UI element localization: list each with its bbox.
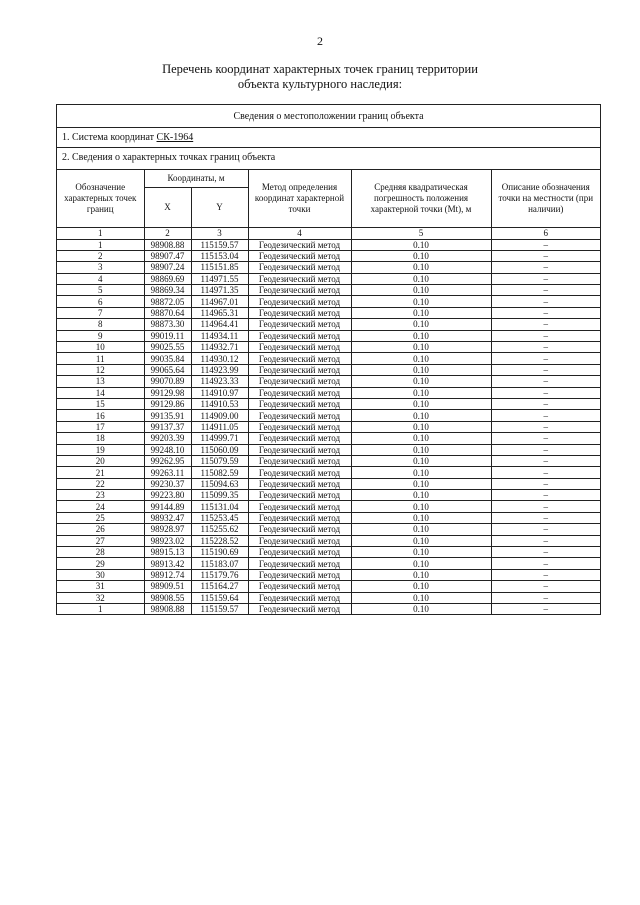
table-row — [57, 535, 600, 546]
x-coordinate: 99070.89 — [144, 376, 191, 387]
description: – — [491, 444, 600, 455]
method: Геодезический метод — [248, 444, 351, 455]
header-description: Описание обозначения точки на местности (при наличии) — [491, 170, 600, 227]
point-id: 26 — [57, 524, 144, 535]
description: – — [491, 319, 600, 330]
point-id: 10 — [57, 342, 144, 353]
point-id: 24 — [57, 501, 144, 512]
method: Геодезический метод — [248, 501, 351, 512]
table-row — [57, 262, 600, 273]
x-coordinate: 99129.86 — [144, 398, 191, 409]
table-row — [57, 467, 600, 478]
description: – — [491, 558, 600, 569]
description: – — [491, 524, 600, 535]
y-coordinate: 114964.41 — [191, 319, 248, 330]
x-coordinate: 98923.02 — [144, 535, 191, 546]
x-coordinate: 99129.98 — [144, 387, 191, 398]
point-id: 30 — [57, 569, 144, 580]
description: – — [491, 307, 600, 318]
table-row — [57, 353, 600, 364]
method: Геодезический метод — [248, 273, 351, 284]
method: Геодезический метод — [248, 285, 351, 296]
table-row — [57, 604, 600, 615]
description: – — [491, 342, 600, 353]
accuracy: 0.10 — [351, 433, 491, 444]
table-row — [57, 364, 600, 375]
table-row — [57, 387, 600, 398]
description: – — [491, 569, 600, 580]
table-row — [57, 307, 600, 318]
y-coordinate: 115179.76 — [191, 569, 248, 580]
section-header: Сведения о местоположении границ объекта — [57, 105, 600, 128]
table-row — [57, 490, 600, 501]
y-coordinate: 115099.35 — [191, 490, 248, 501]
table-row — [57, 239, 600, 250]
y-coordinate: 115159.64 — [191, 592, 248, 603]
point-id: 15 — [57, 398, 144, 409]
accuracy: 0.10 — [351, 410, 491, 421]
x-coordinate: 98908.55 — [144, 592, 191, 603]
point-id: 28 — [57, 547, 144, 558]
y-coordinate: 115131.04 — [191, 501, 248, 512]
point-id: 12 — [57, 364, 144, 375]
description: – — [491, 478, 600, 489]
x-coordinate: 98915.13 — [144, 547, 191, 558]
y-coordinate: 114999.71 — [191, 433, 248, 444]
method: Геодезический метод — [248, 467, 351, 478]
x-coordinate: 99144.89 — [144, 501, 191, 512]
title-line-2: объекта культурного наследия: — [237, 77, 403, 91]
method: Геодезический метод — [248, 398, 351, 409]
method: Геодезический метод — [248, 319, 351, 330]
accuracy: 0.10 — [351, 353, 491, 364]
accuracy: 0.10 — [351, 296, 491, 307]
method: Геодезический метод — [248, 364, 351, 375]
description: – — [491, 387, 600, 398]
accuracy: 0.10 — [351, 501, 491, 512]
y-coordinate: 115060.09 — [191, 444, 248, 455]
accuracy: 0.10 — [351, 478, 491, 489]
point-id: 5 — [57, 285, 144, 296]
coordinate-system-label: 1. Система координат — [62, 132, 157, 143]
x-coordinate: 99262.95 — [144, 455, 191, 466]
method: Геодезический метод — [248, 250, 351, 261]
accuracy: 0.10 — [351, 398, 491, 409]
description: – — [491, 467, 600, 478]
point-id: 20 — [57, 455, 144, 466]
x-coordinate: 98908.88 — [144, 604, 191, 615]
x-coordinate: 98908.88 — [144, 239, 191, 250]
method: Геодезический метод — [248, 410, 351, 421]
table-row — [57, 410, 600, 421]
point-id: 2 — [57, 250, 144, 261]
method: Геодезический метод — [248, 421, 351, 432]
header-accuracy: Средняя квадратическая погрешность положения характерной точки (Mt), м — [351, 170, 491, 227]
table-row — [57, 581, 600, 592]
table-row — [57, 376, 600, 387]
table-row — [57, 433, 600, 444]
y-coordinate: 114967.01 — [191, 296, 248, 307]
point-id: 13 — [57, 376, 144, 387]
description: – — [491, 581, 600, 592]
y-coordinate: 114934.11 — [191, 330, 248, 341]
point-id: 1 — [57, 604, 144, 615]
method: Геодезический метод — [248, 569, 351, 580]
y-coordinate: 115159.57 — [191, 604, 248, 615]
description: – — [491, 262, 600, 273]
y-coordinate: 114971.35 — [191, 285, 248, 296]
accuracy: 0.10 — [351, 364, 491, 375]
x-coordinate: 99223.80 — [144, 490, 191, 501]
description: – — [491, 501, 600, 512]
y-coordinate: 114910.53 — [191, 398, 248, 409]
description: – — [491, 398, 600, 409]
x-coordinate: 98869.34 — [144, 285, 191, 296]
method: Геодезический метод — [248, 239, 351, 250]
y-coordinate: 114910.97 — [191, 387, 248, 398]
point-id: 31 — [57, 581, 144, 592]
accuracy: 0.10 — [351, 490, 491, 501]
y-coordinate: 114923.33 — [191, 376, 248, 387]
table-row — [57, 273, 600, 284]
method: Геодезический метод — [248, 524, 351, 535]
accuracy: 0.10 — [351, 467, 491, 478]
description: – — [491, 604, 600, 615]
y-coordinate: 115079.59 — [191, 455, 248, 466]
point-id: 1 — [57, 239, 144, 250]
accuracy: 0.10 — [351, 319, 491, 330]
table-row — [57, 421, 600, 432]
x-coordinate: 98872.05 — [144, 296, 191, 307]
description: – — [491, 296, 600, 307]
description: – — [491, 364, 600, 375]
x-coordinate: 99019.11 — [144, 330, 191, 341]
x-coordinate: 99230.37 — [144, 478, 191, 489]
y-coordinate: 115255.62 — [191, 524, 248, 535]
accuracy: 0.10 — [351, 421, 491, 432]
y-coordinate: 114930.12 — [191, 353, 248, 364]
method: Геодезический метод — [248, 296, 351, 307]
point-id: 4 — [57, 273, 144, 284]
table-row — [57, 501, 600, 512]
method: Геодезический метод — [248, 376, 351, 387]
point-id: 32 — [57, 592, 144, 603]
coordinates-table — [57, 170, 600, 614]
table-row — [57, 547, 600, 558]
y-coordinate: 114971.55 — [191, 273, 248, 284]
description: – — [491, 410, 600, 421]
table-row — [57, 342, 600, 353]
boundary-info-table — [56, 104, 601, 615]
header-y: Y — [191, 187, 248, 227]
x-coordinate: 98870.64 — [144, 307, 191, 318]
point-id: 14 — [57, 387, 144, 398]
x-coordinate: 99025.55 — [144, 342, 191, 353]
column-number: 3 — [191, 227, 248, 239]
method: Геодезический метод — [248, 478, 351, 489]
accuracy: 0.10 — [351, 535, 491, 546]
accuracy: 0.10 — [351, 569, 491, 580]
method: Геодезический метод — [248, 535, 351, 546]
accuracy: 0.10 — [351, 376, 491, 387]
x-coordinate: 99135.91 — [144, 410, 191, 421]
method: Геодезический метод — [248, 604, 351, 615]
method: Геодезический метод — [248, 342, 351, 353]
method: Геодезический метод — [248, 330, 351, 341]
column-number: 5 — [351, 227, 491, 239]
y-coordinate: 114909.00 — [191, 410, 248, 421]
accuracy: 0.10 — [351, 444, 491, 455]
method: Геодезический метод — [248, 387, 351, 398]
method: Геодезический метод — [248, 547, 351, 558]
description: – — [491, 250, 600, 261]
y-coordinate: 114932.71 — [191, 342, 248, 353]
column-number: 1 — [57, 227, 144, 239]
description: – — [491, 512, 600, 523]
column-numbers-row — [57, 227, 600, 239]
accuracy: 0.10 — [351, 262, 491, 273]
column-number: 4 — [248, 227, 351, 239]
x-coordinate: 99248.10 — [144, 444, 191, 455]
x-coordinate: 99137.37 — [144, 421, 191, 432]
accuracy: 0.10 — [351, 239, 491, 250]
header-coordinates: Координаты, м — [144, 170, 248, 187]
accuracy: 0.10 — [351, 455, 491, 466]
table-row — [57, 592, 600, 603]
coordinate-system-name: СК-1964 — [156, 132, 194, 143]
table-row — [57, 455, 600, 466]
x-coordinate: 99035.84 — [144, 353, 191, 364]
description: – — [491, 592, 600, 603]
point-id: 19 — [57, 444, 144, 455]
accuracy: 0.10 — [351, 524, 491, 535]
accuracy: 0.10 — [351, 604, 491, 615]
y-coordinate: 115082.59 — [191, 467, 248, 478]
description: – — [491, 421, 600, 432]
description: – — [491, 455, 600, 466]
point-id: 3 — [57, 262, 144, 273]
y-coordinate: 115253.45 — [191, 512, 248, 523]
method: Геодезический метод — [248, 433, 351, 444]
table-row — [57, 524, 600, 535]
point-id: 16 — [57, 410, 144, 421]
y-coordinate: 115228.52 — [191, 535, 248, 546]
y-coordinate: 114965.31 — [191, 307, 248, 318]
header-x: X — [144, 187, 191, 227]
description: – — [491, 353, 600, 364]
column-number: 6 — [491, 227, 600, 239]
y-coordinate: 115159.57 — [191, 239, 248, 250]
x-coordinate: 98909.51 — [144, 581, 191, 592]
description: – — [491, 535, 600, 546]
table-row — [57, 319, 600, 330]
method: Геодезический метод — [248, 307, 351, 318]
header-point: Обозначение характерных точек границ — [57, 170, 144, 227]
table-row — [57, 558, 600, 569]
method: Геодезический метод — [248, 262, 351, 273]
accuracy: 0.10 — [351, 330, 491, 341]
method: Геодезический метод — [248, 455, 351, 466]
description: – — [491, 490, 600, 501]
table-row — [57, 398, 600, 409]
point-id: 23 — [57, 490, 144, 501]
table-row — [57, 512, 600, 523]
description: – — [491, 239, 600, 250]
table-row — [57, 569, 600, 580]
y-coordinate: 115151.85 — [191, 262, 248, 273]
y-coordinate: 114923.99 — [191, 364, 248, 375]
title-line-1: Перечень координат характерных точек границ территории — [162, 62, 478, 76]
point-id: 21 — [57, 467, 144, 478]
x-coordinate: 98907.24 — [144, 262, 191, 273]
method: Геодезический метод — [248, 558, 351, 569]
x-coordinate: 99263.11 — [144, 467, 191, 478]
method: Геодезический метод — [248, 353, 351, 364]
y-coordinate: 114911.05 — [191, 421, 248, 432]
accuracy: 0.10 — [351, 512, 491, 523]
accuracy: 0.10 — [351, 592, 491, 603]
x-coordinate: 98907.47 — [144, 250, 191, 261]
point-id: 17 — [57, 421, 144, 432]
description: – — [491, 433, 600, 444]
x-coordinate: 98928.97 — [144, 524, 191, 535]
table-row — [57, 478, 600, 489]
point-id: 25 — [57, 512, 144, 523]
description: – — [491, 376, 600, 387]
y-coordinate: 115153.04 — [191, 250, 248, 261]
point-id: 22 — [57, 478, 144, 489]
y-coordinate: 115164.27 — [191, 581, 248, 592]
x-coordinate: 98869.69 — [144, 273, 191, 284]
table-row — [57, 444, 600, 455]
points-header: 2. Сведения о характерных точках границ объекта — [57, 148, 600, 170]
accuracy: 0.10 — [351, 342, 491, 353]
point-id: 27 — [57, 535, 144, 546]
y-coordinate: 115183.07 — [191, 558, 248, 569]
x-coordinate: 98873.30 — [144, 319, 191, 330]
description: – — [491, 330, 600, 341]
x-coordinate: 98932.47 — [144, 512, 191, 523]
point-id: 9 — [57, 330, 144, 341]
document-title — [120, 62, 520, 92]
method: Геодезический метод — [248, 592, 351, 603]
column-number: 2 — [144, 227, 191, 239]
method: Геодезический метод — [248, 490, 351, 501]
point-id: 7 — [57, 307, 144, 318]
y-coordinate: 115190.69 — [191, 547, 248, 558]
coordinate-system-row — [57, 128, 600, 148]
table-row — [57, 250, 600, 261]
accuracy: 0.10 — [351, 285, 491, 296]
accuracy: 0.10 — [351, 558, 491, 569]
accuracy: 0.10 — [351, 581, 491, 592]
point-id: 18 — [57, 433, 144, 444]
table-body — [57, 239, 600, 614]
x-coordinate: 98913.42 — [144, 558, 191, 569]
point-id: 8 — [57, 319, 144, 330]
point-id: 11 — [57, 353, 144, 364]
header-method: Метод определения координат характерной точки — [248, 170, 351, 227]
accuracy: 0.10 — [351, 387, 491, 398]
point-id: 29 — [57, 558, 144, 569]
x-coordinate: 99065.64 — [144, 364, 191, 375]
y-coordinate: 115094.63 — [191, 478, 248, 489]
table-row — [57, 330, 600, 341]
description: – — [491, 547, 600, 558]
description: – — [491, 285, 600, 296]
description: – — [491, 273, 600, 284]
method: Геодезический метод — [248, 581, 351, 592]
x-coordinate: 99203.39 — [144, 433, 191, 444]
table-row — [57, 296, 600, 307]
accuracy: 0.10 — [351, 547, 491, 558]
accuracy: 0.10 — [351, 307, 491, 318]
table-row — [57, 285, 600, 296]
page-number: 2 — [317, 34, 323, 48]
accuracy: 0.10 — [351, 250, 491, 261]
accuracy: 0.10 — [351, 273, 491, 284]
method: Геодезический метод — [248, 512, 351, 523]
x-coordinate: 98912.74 — [144, 569, 191, 580]
point-id: 6 — [57, 296, 144, 307]
